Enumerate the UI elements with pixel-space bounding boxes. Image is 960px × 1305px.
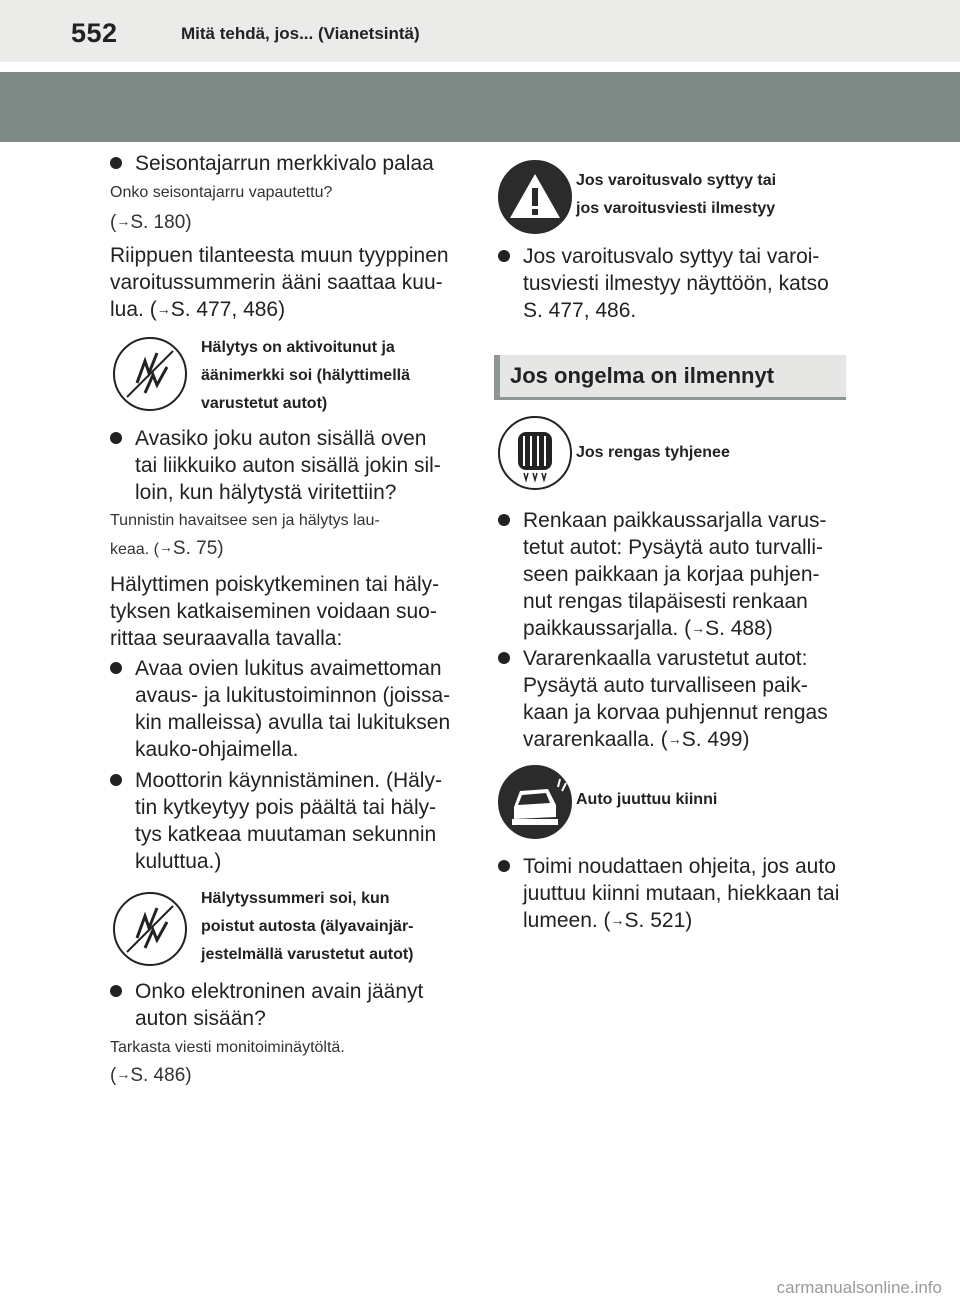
ref-display[interactable]: (→S. 486) (110, 1065, 192, 1086)
note-display: Tarkasta viesti monitoiminäytöltä. (110, 1039, 345, 1056)
bullet-spare-tire: Vararenkaalla varustetut autot: Pysäytä auto turvalliseen paik- kaan ja korvaa puhjennut rengas vararenkaalla. (→S. 499) (498, 645, 828, 753)
alarm-buzzer-icon (113, 892, 187, 966)
bullet-parking-brake: Seisontajarrun merkkivalo palaa (110, 150, 434, 177)
flat-tire-icon (498, 416, 572, 490)
note-sensor: Tunnistin havaitsee sen ja hälytys lau- keaa. (→S. 75) (110, 512, 380, 559)
page-number: 552 (71, 18, 118, 48)
bullet-door-opened: Avasiko joku auton sisällä oven tai liikkuiko auton sisällä jokin sil- loin, kun hälytystä viritettiin? (110, 425, 441, 506)
bullet-stuck-instructions: Toimi noudattaen ohjeita, jos auto juuttuu kiinni mutaan, hiekkaan tai lumeen. (→S. 521) (498, 853, 839, 934)
bullet-repair-kit: Renkaan paikkaussarjalla varus- tetut autot: Pysäytä auto turvalli- seen paikkaan ja korjaa puhjen- nut rengas tilapäisesti renkaan paikkaussarjalla. (→S. 488) (498, 507, 827, 642)
alarm-activated-label: Hälytys on aktivoitunut ja äänimerkki soi (hälyttimellä varustetut autot) (201, 339, 410, 412)
warning-label: Jos varoitusvalo syttyy tai jos varoitusviesti ilmestyy (576, 172, 777, 217)
ref-parking-brake[interactable]: (→S. 180) (110, 212, 192, 233)
flat-tire-label: Jos rengas tyhjenee (576, 444, 730, 461)
section-banner (0, 72, 960, 142)
bullet-unlock-doors: Avaa ovien lukitus avaimettoman avaus- ja lukitustoiminnon (joissa- kin malleissa) avulla tai lukituksen kauko-ohjaimella. (110, 655, 450, 763)
stuck-car-label: Auto juuttuu kiinni (576, 791, 718, 808)
note-parking-brake: Onko seisontajarru vapautettu? (110, 184, 333, 201)
paragraph-disable-alarm: Hälyttimen poiskytkeminen tai häly- tyksen katkaiseminen voidaan suo- rittaa seuraavalla tavalla: (110, 573, 440, 650)
alarm-buzzer-label: Hälytyssummeri soi, kun poistut autosta (älyavainjär- jestelmällä varustetut autot) (201, 890, 414, 963)
alarm-icon (113, 337, 187, 411)
paragraph-buzzer: Riippuen tilanteesta muun tyyppinen varoitussummerin ääni saattaa kuu- lua. (→S. 477, 486) (110, 244, 449, 321)
chapter-title: Mitä tehdä, jos... (Vianetsintä) (181, 24, 420, 43)
bullet-start-engine: Moottorin käynnistäminen. (Häly- tin kytkeytyy pois päältä tai häly- tys katkeaa muutaman sekunnin kuluttua.) (110, 767, 442, 875)
stuck-car-icon (498, 765, 572, 839)
section-title: Jos ongelma on ilmennyt (510, 363, 775, 388)
warning-icon (498, 160, 572, 234)
watermark: carmanualsonline.info (776, 1278, 942, 1297)
page-header (0, 0, 960, 62)
bullet-warning-light: Jos varoitusvalo syttyy tai varoi- tusviesti ilmestyy näyttöön, katso S. 477, 486. (498, 243, 829, 324)
bullet-key-inside: Onko elektroninen avain jäänyt auton sisään? (110, 978, 423, 1032)
section-heading-box (494, 355, 846, 400)
